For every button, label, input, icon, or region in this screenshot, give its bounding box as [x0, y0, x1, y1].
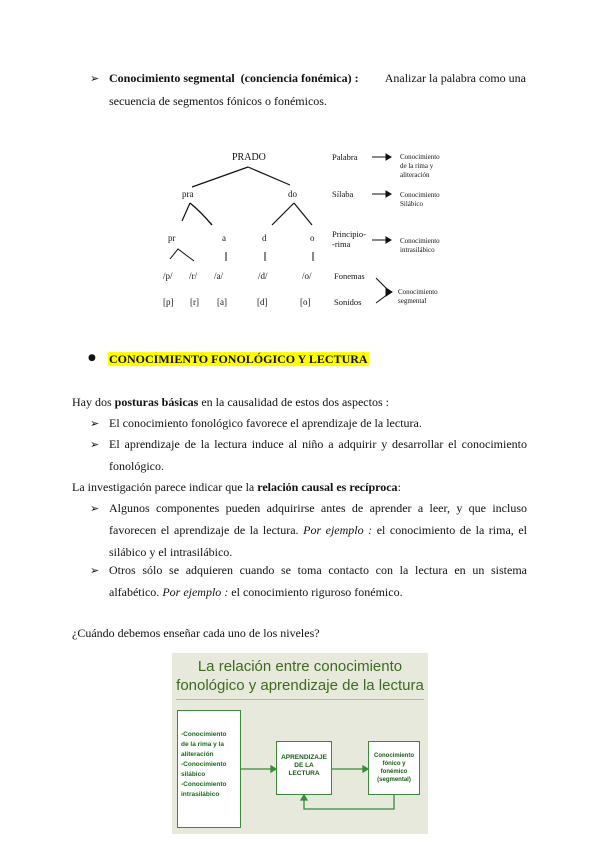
list-item-3-line2	[109, 519, 527, 541]
segmental-definition	[109, 67, 526, 113]
tree-sound: [p]	[163, 297, 174, 307]
paragraph-text: La investigación parece indicar que la	[72, 480, 258, 494]
knowledge-segmental-line1: Conocimiento	[398, 288, 438, 296]
tree-sound: [d]	[257, 297, 268, 307]
knowledge-rima-line2: de la rima y	[400, 162, 434, 170]
box-line: -Conocimiento	[181, 731, 227, 738]
tree-branch	[294, 203, 312, 225]
arrow-bullet-icon: ➢	[90, 564, 100, 577]
section-heading-text: CONOCIMIENTO FONOLÓGICO Y LECTURA	[109, 352, 368, 366]
tree-branch	[248, 167, 290, 185]
list-item-3-line1: Algunos componentes pueden adquirirse antes de aprender a leer, y que incluso	[109, 501, 527, 515]
paragraph-text: :	[397, 480, 401, 494]
knowledge-rima-line3: aliteración	[400, 171, 430, 179]
tree-phoneme: /p/	[163, 271, 173, 281]
box-line: DE LA	[294, 762, 314, 769]
box-line: -Conocimiento	[181, 781, 227, 788]
knowledge-intrasilabico-line1: Conocimiento	[400, 237, 440, 245]
box-line: Conocimiento	[374, 753, 414, 759]
box-line: -Conocimiento	[181, 761, 227, 768]
box-line: APRENDIZAJE	[281, 754, 327, 761]
segmental-term: Conocimiento segmental	[109, 71, 235, 85]
arrow-bullet-icon: ➢	[90, 438, 100, 451]
paragraph-causal	[72, 477, 401, 497]
tree-branch	[170, 249, 194, 261]
text: el conocimiento riguroso fonémico.	[228, 585, 403, 599]
feedback-arrow-icon	[304, 795, 394, 809]
list-item-3-line3: silábico y el intrasilábico.	[109, 545, 233, 559]
italic-text: Por ejemplo :	[162, 585, 229, 599]
tree-sound: [r]	[190, 297, 199, 307]
slide-arrows	[172, 653, 428, 834]
box-line: intrasilábico	[181, 791, 220, 798]
paragraph-text: en la causalidad de estos dos aspectos :	[198, 395, 389, 409]
tree-branch	[192, 167, 248, 187]
arrow-head-icon	[386, 237, 391, 243]
slide-title-line1: La relación entre conocimiento	[197, 658, 403, 675]
text: alfabético.	[109, 585, 163, 599]
list-item-4	[109, 559, 527, 603]
box-line: LECTURA	[288, 770, 320, 777]
tree-phoneme: /a/	[214, 271, 223, 281]
italic-text: Por ejemplo :	[303, 523, 373, 537]
list-item-3	[109, 497, 527, 563]
knowledge-segmental-line2: segmental	[398, 297, 427, 305]
question-text: ¿Cuándo debemos enseñar cada uno de los niveles?	[72, 626, 320, 640]
tree-onset-d: d	[262, 233, 267, 243]
slide-image	[172, 653, 428, 834]
bullet-icon: ●	[88, 353, 96, 363]
arrow-head-icon	[386, 154, 391, 160]
knowledge-silabico-line2: Silábico	[400, 200, 423, 208]
list-item-2-line1: El aprendizaje de la lectura induce al niño a adquirir y desarrollar el conocimiento	[109, 437, 527, 451]
segmental-line1-rest: Analizar la palabra como una	[384, 71, 526, 85]
level-label-palabra: Palabra	[332, 152, 358, 162]
box-line: fonémico	[380, 769, 408, 775]
tree-root-word: PRADO	[232, 152, 266, 163]
paragraph-postures	[72, 392, 389, 412]
arrow-bullet-icon: ➢	[90, 502, 100, 515]
arrow-head-icon	[363, 766, 368, 772]
arrow-head-icon	[301, 795, 307, 800]
tree-sound: [a]	[217, 297, 227, 307]
tree-rime-o: o	[310, 233, 315, 243]
segmental-line2: secuencia de segmentos fónicos o fonémicos.	[109, 94, 327, 108]
knowledge-silabico-line1: Conocimiento	[400, 191, 440, 199]
tree-phoneme: /d/	[258, 271, 268, 281]
arrow-bullet-icon: ➢	[90, 72, 100, 85]
segmental-term-paren: (conciencia fonémica) :	[240, 71, 359, 85]
tree-branch	[182, 203, 190, 221]
tree-sound: [o]	[300, 297, 311, 307]
box-line: de la rima y la	[181, 741, 224, 748]
tree-syllable-pra: pra	[182, 189, 194, 199]
box-line: (segmental)	[377, 777, 411, 783]
arrow-bullet-icon: ➢	[90, 417, 100, 430]
level-label-silaba: Sílaba	[332, 189, 354, 199]
level-label-principio: Principio-	[332, 229, 366, 239]
tree-phoneme: /r/	[189, 271, 197, 281]
list-item-2	[109, 433, 527, 477]
text: el conocimiento de la rima, el	[372, 523, 527, 537]
tree-onset-pr: pr	[168, 233, 176, 243]
arrow-head-icon	[386, 191, 391, 197]
section-heading	[108, 351, 369, 367]
tree-syllable-do: do	[288, 189, 297, 199]
bold-term: posturas básicas	[114, 395, 199, 409]
box-line: aliteración	[181, 751, 214, 758]
box-line: fónico y	[382, 761, 406, 767]
tree-branch	[272, 203, 294, 225]
phonological-tree-diagram	[150, 145, 460, 315]
list-item-4-line2	[109, 581, 527, 603]
list-item-2-line2: fonológico.	[109, 459, 164, 473]
arrow-head-icon	[386, 288, 392, 296]
level-label-rima: -rima	[332, 239, 351, 249]
knowledge-intrasilabico-line2: intrasilábico	[400, 246, 435, 254]
box-line: silábico	[181, 771, 206, 778]
slide-title-line2: fonológico y aprendizaje de la lectura	[176, 677, 424, 694]
list-item-4-line1: Otros sólo se adquieren cuando se toma contacto con la lectura en un sistema	[109, 563, 527, 577]
tree-rime-a: a	[222, 233, 226, 243]
tree-branch	[190, 203, 212, 225]
arrow-head-icon	[271, 766, 276, 772]
knowledge-rima-line1: Conocimiento	[400, 153, 440, 161]
level-label-sonidos: Sonidos	[334, 297, 362, 307]
bold-term: relación causal es recíproca	[257, 480, 398, 494]
tree-phoneme: /o/	[302, 271, 312, 281]
paragraph-text: Hay dos	[72, 395, 115, 409]
level-label-fonemas: Fonemas	[334, 271, 365, 281]
list-item-1: El conocimiento fonológico favorece el aprendizaje de la lectura.	[109, 416, 422, 430]
text: favorecen el aprendizaje de la lectura.	[109, 523, 304, 537]
